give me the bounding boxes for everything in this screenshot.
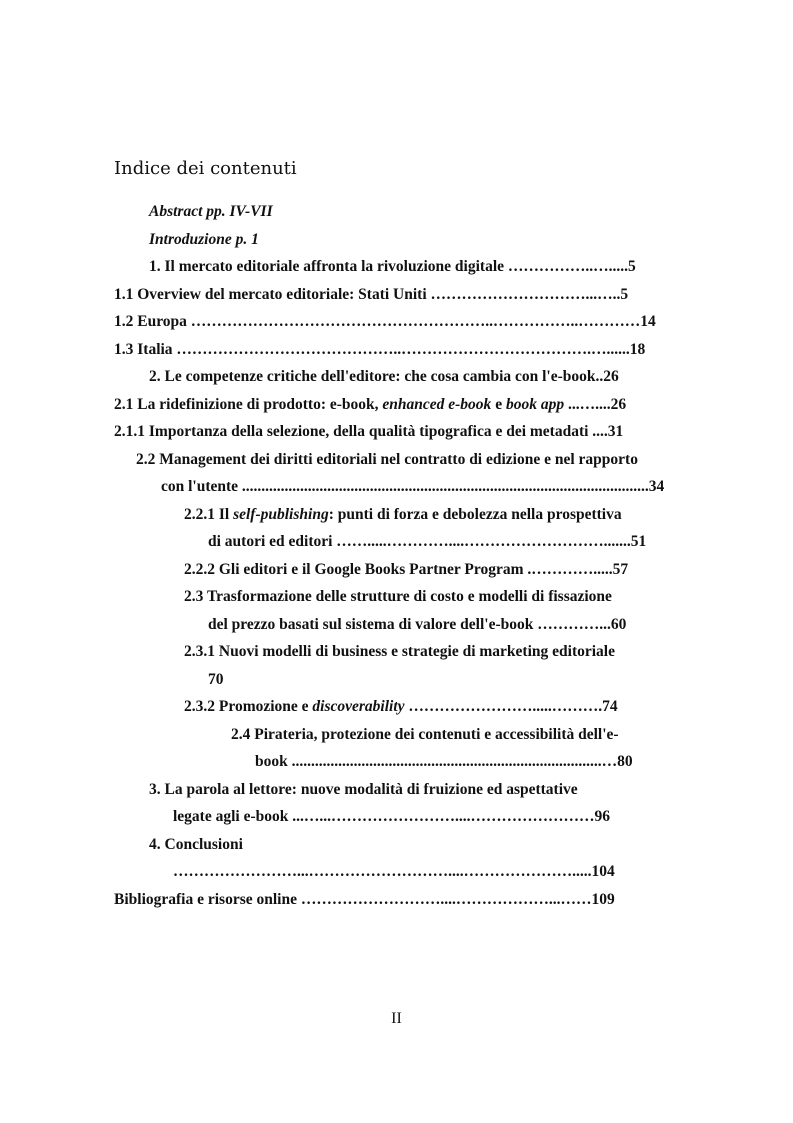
toc-chapter-2: 2. Le competenze critiche dell'editore: che cosa cambia con l'e-book..26	[149, 368, 619, 385]
toc-text: e	[491, 396, 506, 413]
toc-section-2-2-line2: con l'utente .........................................................................................................34	[161, 478, 665, 495]
toc-abstract: Abstract pp. IV-VII	[149, 203, 273, 220]
toc-italic-text: book app	[505, 396, 565, 413]
toc-section-2-3-1-line1: 2.3.1 Nuovi modelli di business e strategie di marketing editoriale	[184, 643, 615, 660]
toc-text: : punti di forza e debolezza nella prospettiva	[328, 506, 622, 523]
toc-section-1-3: 1.3 Italia ……………………………………..……………………………….…......18	[114, 341, 646, 358]
toc-italic-text: enhanced e-book	[382, 396, 492, 413]
toc-italic-text: discoverability	[312, 698, 405, 715]
toc-section-2-2-1-line1	[184, 505, 622, 525]
toc-bibliography: Bibliografia e risorse online ………………………....………………...……109	[114, 891, 615, 908]
toc-italic-text: self-publishing	[233, 506, 329, 523]
toc-text: ...…....26	[564, 396, 627, 413]
toc-section-2-4-line2: book ................................................................................…80	[255, 753, 633, 770]
toc-section-2-2-line1: 2.2 Management dei diritti editoriali nel contratto di edizione e nel rapporto	[136, 451, 638, 468]
toc-section-2-2-2: 2.2.2 Gli editori e il Google Books Partner Program .………….....57	[184, 561, 629, 578]
toc-chapter-3-line1: 3. La parola al lettore: nuove modalità di fruizione ed aspettative	[149, 781, 578, 798]
toc-section-1-1: 1.1 Overview del mercato editoriale: Stati Uniti …………………………...…..5	[114, 286, 629, 303]
toc-chapter-4-line1: 4. Conclusioni	[149, 836, 243, 853]
toc-text: 2.3.2 Promozione e	[184, 698, 313, 715]
toc-section-2-4-line1: 2.4 Pirateria, protezione dei contenuti e accessibilità dell'e-	[231, 726, 619, 743]
toc-chapter-1: 1. Il mercato editoriale affronta la rivoluzione digitale ……………..….....5	[149, 258, 636, 275]
toc-section-2-2-1-line2: di autori ed editori …….....…………....……………………….......51	[208, 533, 647, 550]
toc-text: …………………….....……….74	[404, 698, 618, 715]
toc-section-2-1	[114, 395, 626, 415]
toc-section-2-3-1-line2: 70	[208, 671, 224, 688]
toc-introduction: Introduzione p. 1	[149, 231, 259, 248]
page-number: II	[391, 1010, 402, 1027]
toc-section-2-3-line2: del prezzo basati sul sistema di valore dell'e-book …………...60	[208, 616, 627, 633]
toc-section-1-2: 1.2 Europa …………………………………………………..……………..…………14	[114, 313, 656, 330]
toc-chapter-4-line2: ……………………...………………………....………………….....104	[173, 863, 615, 880]
page-title: Indice dei contenuti	[114, 158, 297, 179]
toc-text: 2.2.1 Il	[184, 506, 234, 523]
toc-section-2-3-2	[184, 697, 618, 717]
toc-chapter-3-line2: legate agli e-book ...…...……………………....……………………96	[173, 808, 610, 825]
toc-text: 2.1 La ridefinizione di prodotto: e-book,	[114, 396, 383, 413]
toc-section-2-1-1: 2.1.1 Importanza della selezione, della qualità tipografica e dei metadati ....31	[114, 423, 624, 440]
toc-section-2-3-line1: 2.3 Trasformazione delle strutture di costo e modelli di fissazione	[184, 588, 612, 605]
